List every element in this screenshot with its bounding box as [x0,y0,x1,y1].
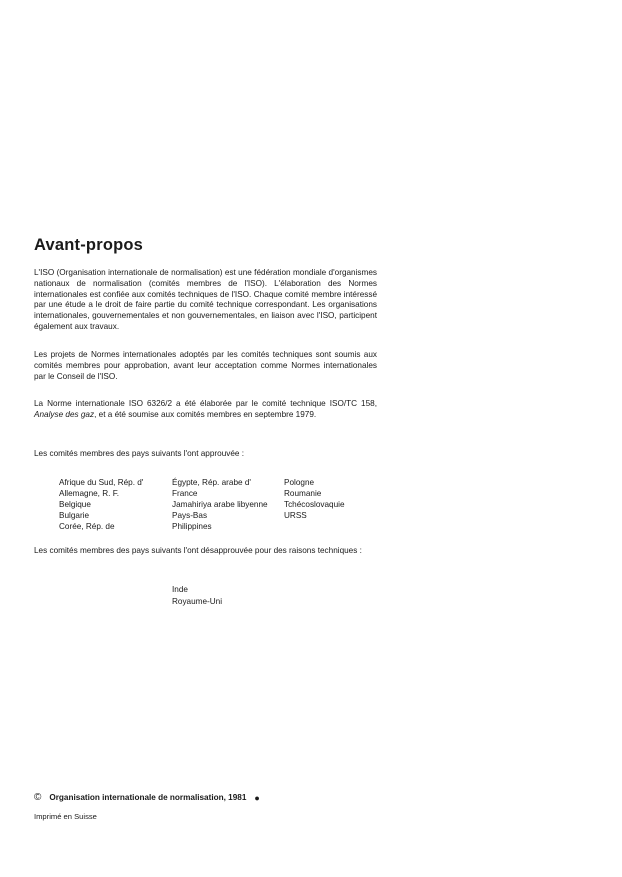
country-name: Bulgarie [59,511,90,520]
bullet-icon: ● [254,792,260,803]
paragraph-draft-standards: Les projets de Normes internationales adoptés par les comités techniques sont soumis aux comités membres pour approbation, avant leur acceptation comme Normes internationales par le Conseil de l'ISO. [34,350,377,381]
country-name [284,521,374,532]
paragraph-standard-origin-part-2: , et a été soumise aux comités membres en septembre 1979. [94,409,317,419]
approved-intro: Les comités membres des pays suivants l'ont approuvée : [34,449,244,458]
country-name: Pays-Bas [172,511,208,520]
country-name: Inde [172,585,188,594]
country-name: France [172,489,198,498]
copyright-line [34,792,260,803]
country-name: Tchécoslovaquie [284,500,345,509]
paragraph-standard-origin-part-1: La Norme internationale ISO 6326/2 a été élaborée par le comité technique ISO/TC 158, [34,399,377,408]
country-name: Philippines [172,522,212,531]
copyright-text: Organisation internationale de normalisation, 1981 [49,793,247,802]
paragraph-standard-origin [34,399,377,421]
country-name: Corée, Rép. de [59,522,115,531]
printed-in: Imprimé en Suisse [34,812,97,821]
disapproved-intro: Les comités membres des pays suivants l'ont désapprouvée pour des raisons techniques : [34,546,362,555]
country-name: Égypte, Rép. arabe d' [172,478,251,487]
country-name: URSS [284,511,307,520]
disapproved-countries-list [172,584,222,607]
paragraph-iso-intro: L'ISO (Organisation internationale de normalisation) est une fédération mondiale d'organismes nationaux de normalisation (comités membres de l'ISO). L'élaboration des Normes internationales est confiée aux comités techniques de l'ISO. Chaque comité membre intéressé par une étude a le droit de faire partie du comité technique correspondant. Les organisations internationales, gouvernementales et non gouvernementales, en liaison avec l'ISO, participent également aux travaux. [34,268,377,331]
approved-countries-list [59,477,374,532]
committee-title: Analyse des gaz [34,409,95,419]
country-name: Pologne [284,478,315,487]
country-name: Royaume-Uni [172,596,223,606]
page-title: Avant-propos [34,236,144,254]
country-name: Afrique du Sud, Rép. d' [59,478,144,487]
country-name: Roumanie [284,489,322,498]
copyright-symbol: © [34,792,42,803]
country-name: Allemagne, R. F. [59,489,120,498]
country-name: Jamahiriya arabe libyenne [172,500,268,509]
country-name: Belgique [59,500,91,509]
